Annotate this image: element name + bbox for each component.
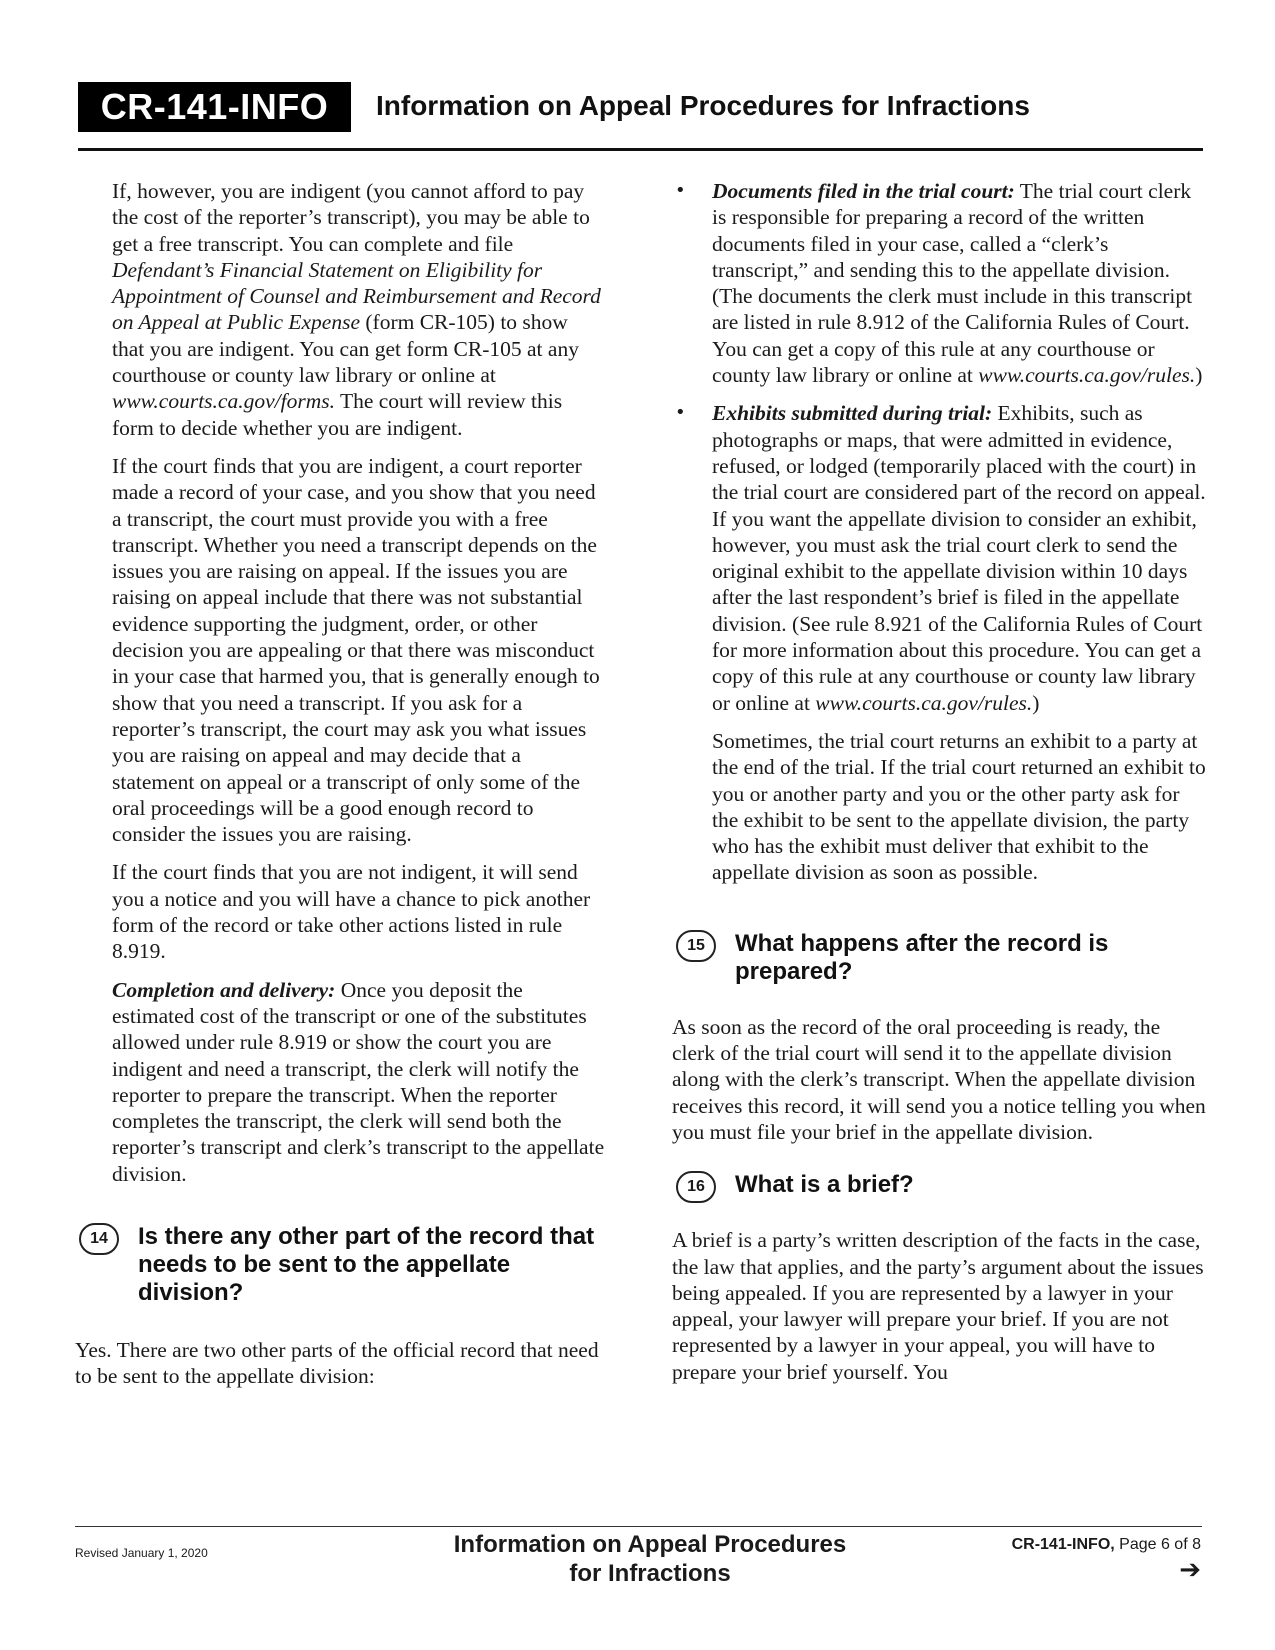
bullet-icon: •	[675, 402, 686, 424]
section-number-badge: 14	[79, 1223, 119, 1255]
left-column	[75, 178, 605, 1402]
list-item-documents-filed: • Documents filed in the trial court: The trial court clerk is responsible for preparing a record of the written documents filed in your case, called a “clerk’s transcript,” and sending this to the appellate division. (The documents the clerk must include in this transcript are listed in rule 8.912 of the California Rules of Court. You can get a copy of this rule at any courthouse or county law library or online at www.courts.ca.gov/rules.)	[675, 179, 1203, 388]
section-number-badge: 15	[676, 930, 716, 962]
header-divider	[78, 148, 1203, 151]
section-title: What is a brief?	[735, 1171, 914, 1199]
revision-date: Revised January 1, 2020	[75, 1546, 208, 1560]
right-column	[672, 178, 1207, 1397]
paragraph-completion-delivery: Completion and delivery: Once you deposit the estimated cost of the transcript or one of the substitutes allowed under rule 8.919 or show the court you are indigent and need a transcript, the clerk will notify the reporter to prepare the transcript. When the reporter completes the transcript, the clerk will send both the reporter’s transcript and clerk’s transcript to the appellate division.	[112, 977, 605, 1186]
arrow-right-icon[interactable]: ➔	[1179, 1555, 1201, 1585]
footer-divider	[75, 1526, 1202, 1527]
list-item-exhibits: • Exhibits submitted during trial: Exhibits, such as photographs or maps, that were admitted in evidence, refused, or lodged (temporarily placed with the court) in the trial court are considered part of the record on appeal. If you want the appellate division to consider an exhibit, however, you must ask the trial court clerk to send the original exhibit to the appellate division within 10 days after the last respondent’s brief is filed in the appellate division. (See rule 8.921 of the California Rules of Court for more information about this procedure. You can get a copy of this rule at any courthouse or county law library or online at www.courts.ca.gov/rules.)	[675, 401, 1206, 715]
paragraph-court-finds-indigent: If the court finds that you are indigent, a court reporter made a record of your case, and you show that you need a transcript, the court must provide you with a free transcript. Whether you need a transcript depends on the issues you are raising on appeal. If the issues you are raising on appeal include that there was not substantial evidence supporting the judgment, order, or other decision you are appealing or that there was misconduct in your case that harmed you, that is generally enough to show that you need a transcript. If you ask for a reporter’s transcript, the court may ask you what issues you are raising on appeal and may decide that a statement on appeal or a transcript of only some of the oral proceedings will be a good enough record to consider the issues you are raising.	[112, 453, 600, 847]
bullet-icon: •	[675, 180, 686, 201]
forms-link[interactable]: www.courts.ca.gov/forms.	[112, 389, 335, 414]
rules-link[interactable]: www.courts.ca.gov/rules.	[978, 363, 1196, 388]
page-indicator	[1012, 1536, 1201, 1584]
paragraph-court-finds-not-indigent: If the court finds that you are not indigent, it will send you a notice and you will have a chance to pick another form of the record or take other actions listed in rule 8.919.	[112, 860, 591, 964]
paragraph-exhibit-returned: Sometimes, the trial court returns an exhibit to a party at the end of the trial. If the trial court returned an exhibit to you or another party and you or the other party ask for the exhibit to be sent to the appellate division, the party who has the exhibit must deliver that exhibit to the appellate division as soon as possible.	[712, 728, 1206, 885]
paragraph-record-prepared: As soon as the record of the oral proceeding is ready, the clerk of the trial court will send it to the appellate division along with the clerk’s transcript. When the appellate division receives this record, it will send you a notice telling you when you must file your brief in the appellate division.	[672, 1014, 1206, 1144]
section-title: What happens after the record is prepared?	[735, 929, 1109, 985]
section-16-heading	[672, 1171, 1207, 1199]
paragraph-indigent-transcript: If, however, you are indigent (you cannot afford to pay the cost of the reporter’s transcript), you may be able to get a free transcript. You can complete and file Defendant’s Financial Statement on Eligibility for Appointment of Counsel and Reimbursement and Record on Appeal at Public Expense (form CR-105) to show that you are indigent. You can get form CR-105 at any courthouse or county law library or online at www.courts.ca.gov/forms. The court will review this form to decide whether you are indigent.	[112, 179, 601, 440]
form-id-badge: CR-141-INFO	[78, 82, 351, 132]
footer-title: Information on Appeal Procedures for Infractions	[453, 1531, 847, 1587]
paragraph-what-is-brief: A brief is a party’s written description of the facts in the case, the law that applies, and the party’s argument about the issues being appealed. If you are represented by a lawyer in your appeal, your lawyer will prepare your brief. If you are not represented by a lawyer in your appeal, you will have to prepare your brief yourself. You	[672, 1228, 1204, 1384]
section-14-heading	[75, 1223, 605, 1307]
footer-form-id: CR-141-INFO,	[1011, 1536, 1115, 1553]
page-title: Information on Appeal Procedures for Infractions	[376, 90, 1030, 121]
paragraph-other-parts: Yes. There are two other parts of the official record that need to be sent to the appellate division:	[75, 1337, 599, 1389]
section-15-heading	[672, 930, 1207, 986]
page-header	[78, 82, 1203, 134]
rules-link[interactable]: www.courts.ca.gov/rules.	[815, 690, 1033, 715]
section-title: Is there any other part of the record that needs to be sent to the appellate division?	[138, 1222, 595, 1306]
section-number-badge: 16	[676, 1171, 716, 1203]
page-number: Page 6 of 8	[1114, 1536, 1201, 1553]
